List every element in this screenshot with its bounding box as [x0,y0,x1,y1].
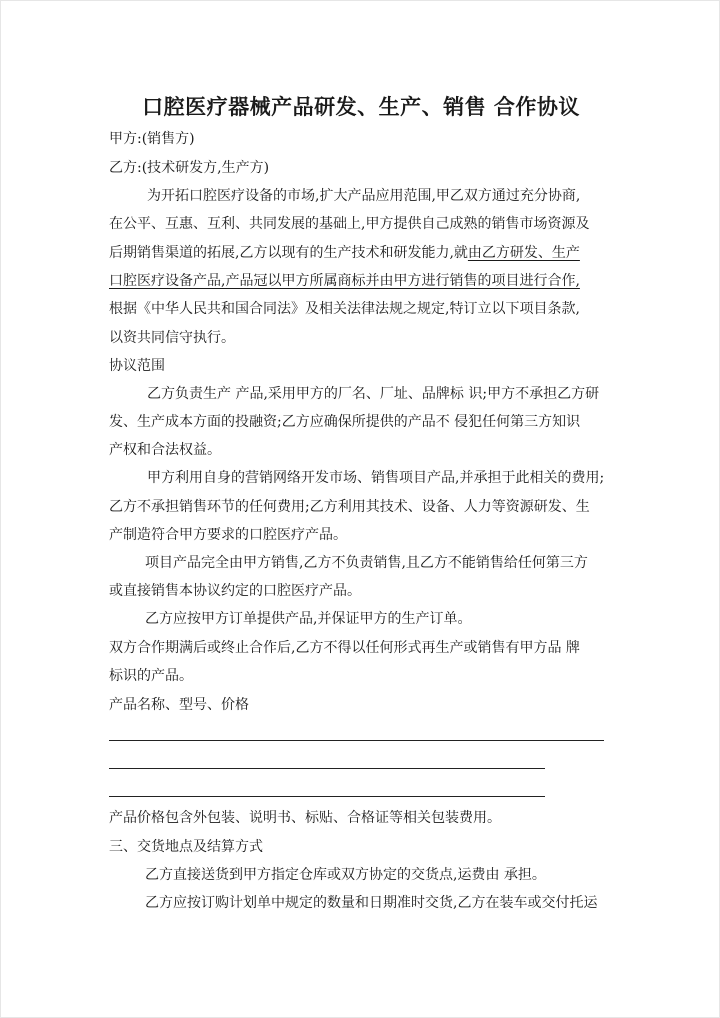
preamble-line [109,243,580,263]
party-b-line: 乙方:(技术研发方,生产方) [109,160,270,176]
scope-line: 或直接销售本协议约定的口腔医疗产品。 [109,583,361,599]
party-a-line: 甲方:(销售方) [109,131,195,147]
section-heading-products: 产品名称、型号、价格 [109,697,249,713]
preamble-text: 后期销售渠道的拓展,乙方以现有的生产技术和研发能力,就 [109,245,468,261]
preamble-line: 为开拓口腔医疗设备的市场,扩大产品应用范围,甲乙双方通过充分协商, [147,188,581,204]
scope-line: 发、生产成本方面的投融资;乙方应确保所提供的产品不 侵犯任何第三方知识 [109,414,581,430]
scope-line: 乙方不承担销售环节的任何费用;乙方利用其技术、设备、人力等资源研发、生 [109,499,590,515]
document-title: 口腔医疗器械产品研发、生产、销售 合作协议 [142,94,580,119]
blank-fill-line [109,740,604,741]
blank-fill-line [109,768,545,769]
underlined-text: 由乙方研发、生产 [467,245,580,261]
delivery-line: 乙方直接送货到甲方指定仓库或双方协定的交货点,运费由 承担。 [145,867,546,883]
scope-line: 乙方负责生产 产品,采用甲方的厂名、厂址、品牌标 识;甲方不承担乙方研 [147,386,600,402]
delivery-line: 乙方应按订购计划单中规定的数量和日期准时交货,乙方在装车或交付托运 [145,895,598,911]
blank-fill-line [109,796,545,797]
scope-line: 双方合作期满后或终止合作后,乙方不得以任何形式再生产或销售有甲方品 牌 [109,640,580,656]
scope-line: 乙方应按甲方订单提供产品,并保证甲方的生产订单。 [145,611,472,627]
scope-line: 甲方利用自身的营销网络开发市场、销售项目产品,并承担于此相关的费用; [147,470,605,486]
scope-line: 项目产品完全由甲方销售,乙方不负责销售,且乙方不能销售给任何第三方 [145,555,588,571]
preamble-line: 根据《中华人民共和国合同法》及相关法律法规之规定,特订立以下项目条款, [109,301,580,317]
scope-line: 标识的产品。 [109,668,193,684]
scope-line: 产制造符合甲方要求的口腔医疗产品。 [109,527,347,543]
preamble-line: 在公平、互惠、互利、共同发展的基础上,甲方提供自己成熟的销售市场资源及 [109,216,590,232]
section-heading-delivery: 三、交货地点及结算方式 [109,839,263,855]
section-heading-scope: 协议范围 [109,358,165,374]
price-note: 产品价格包含外包装、说明书、标贴、合格证等相关包装费用。 [109,810,501,826]
scope-line: 产权和合法权益。 [109,442,221,458]
preamble-line: 以资共同信守执行。 [109,330,235,346]
preamble-line: 口腔医疗设备产品,产品冠以甲方所属商标并由甲方进行销售的项目进行合作, [109,273,580,289]
